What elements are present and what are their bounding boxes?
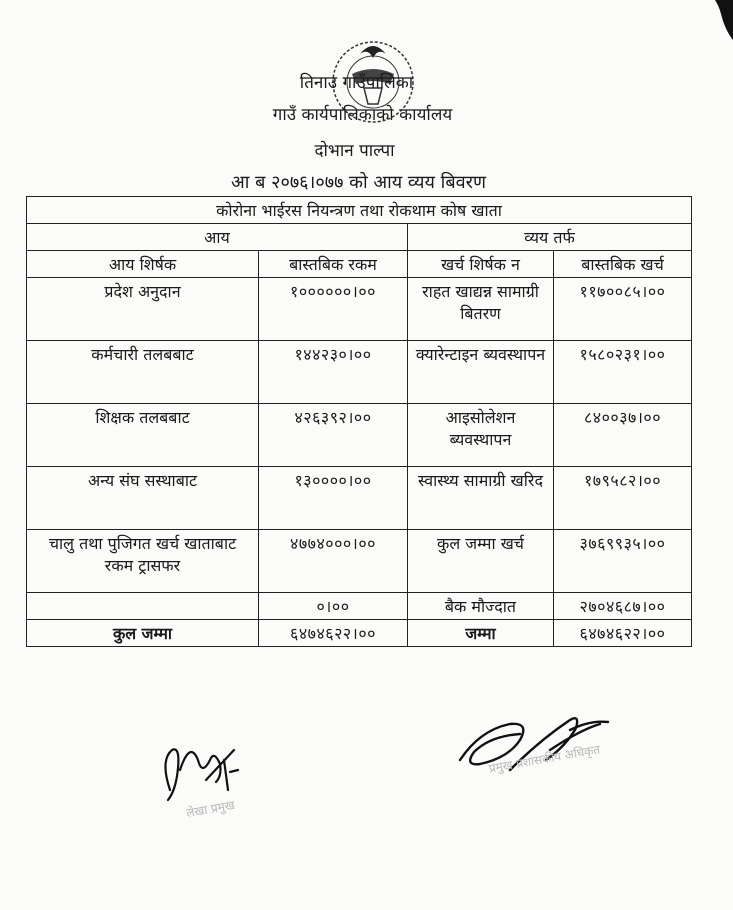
- income-amount-cell: १००००००।००: [259, 278, 408, 341]
- section-row: [27, 224, 692, 251]
- totals-row: [27, 620, 692, 647]
- expense-amount-cell: ८४००३७।००: [554, 404, 692, 467]
- municipality-name: तिनाउ गाउँपालिका: [299, 73, 414, 93]
- income-amount-cell: ४७७४०००।००: [259, 530, 408, 593]
- expense-head-cell: स्वास्थ्य सामाग्री खरिद: [408, 467, 554, 530]
- income-head-cell: चालु तथा पुजिगत खर्च खाताबाट रकम ट्रासफर: [27, 530, 259, 593]
- expense-total-amount: ६४७४६२२।००: [554, 620, 692, 647]
- expense-amount-cell: २७०४६८७।००: [554, 593, 692, 620]
- expense-amount-header: बास्तबिक खर्च: [554, 251, 692, 278]
- expense-head-cell: बैक मौज्दात: [408, 593, 554, 620]
- income-head-header: आय शिर्षक: [27, 251, 259, 278]
- table-row: [27, 530, 692, 593]
- office-address: दोभान पाल्पा: [314, 141, 395, 161]
- office-name: गाउँ कार्यपालिकाको कार्यालय: [272, 105, 453, 125]
- income-amount-cell: ०।००: [259, 593, 408, 620]
- income-section-header: आय: [27, 224, 408, 251]
- statement-title: आ ब २०७६।०७७ को आय व्यय बिवरण: [230, 172, 487, 193]
- income-head-cell: कर्मचारी तलबबाट: [27, 341, 259, 404]
- expense-amount-cell: १५८०२३१।००: [554, 341, 692, 404]
- income-total-label: कुल जम्मा: [27, 620, 259, 647]
- income-head-cell: [27, 593, 259, 620]
- income-head-cell: अन्य संघ सस्थाबाट: [27, 467, 259, 530]
- income-head-cell: प्रदेश अनुदान: [27, 278, 259, 341]
- fund-title: कोरोना भाईरस नियन्त्रण तथा रोकथाम कोष खाता: [27, 197, 692, 224]
- expense-section-header: व्यय तर्फ: [408, 224, 692, 251]
- column-header-row: [27, 251, 692, 278]
- income-amount-cell: १४४२३०।००: [259, 341, 408, 404]
- table-row: [27, 593, 692, 620]
- income-head-cell: शिक्षक तलबबाट: [27, 404, 259, 467]
- expense-head-cell: आइसोलेशन ब्यवस्थापन: [408, 404, 554, 467]
- table-row: [27, 278, 692, 341]
- expense-amount-cell: ३७६९९३५।००: [554, 530, 692, 593]
- left-stamp-label: लेखा प्रमुख: [185, 797, 236, 821]
- income-amount-cell: ४२६३९२।००: [259, 404, 408, 467]
- income-amount-header: बास्तबिक रकम: [259, 251, 408, 278]
- paper-edge-mark: [703, 0, 733, 40]
- income-amount-cell: १३००००।००: [259, 467, 408, 530]
- expense-head-cell: राहत खाद्यन्न सामाग्री बितरण: [408, 278, 554, 341]
- expense-amount-cell: १७९५८२।००: [554, 467, 692, 530]
- income-expense-table: [26, 196, 692, 647]
- table-row: [27, 467, 692, 530]
- fund-title-row: [27, 197, 692, 224]
- expense-amount-cell: ११७००८५।००: [554, 278, 692, 341]
- right-stamp-label: प्रमुख प्रशासकीय अधिकृत: [487, 742, 602, 776]
- expense-total-label: जम्मा: [408, 620, 554, 647]
- expense-head-header: खर्च शिर्षक न: [408, 251, 554, 278]
- income-total-amount: ६४७४६२२।००: [259, 620, 408, 647]
- expense-head-cell: क्यारेन्टाइन ब्यवस्थापन: [408, 341, 554, 404]
- expense-head-cell: कुल जम्मा खर्च: [408, 530, 554, 593]
- table-row: [27, 341, 692, 404]
- table-row: [27, 404, 692, 467]
